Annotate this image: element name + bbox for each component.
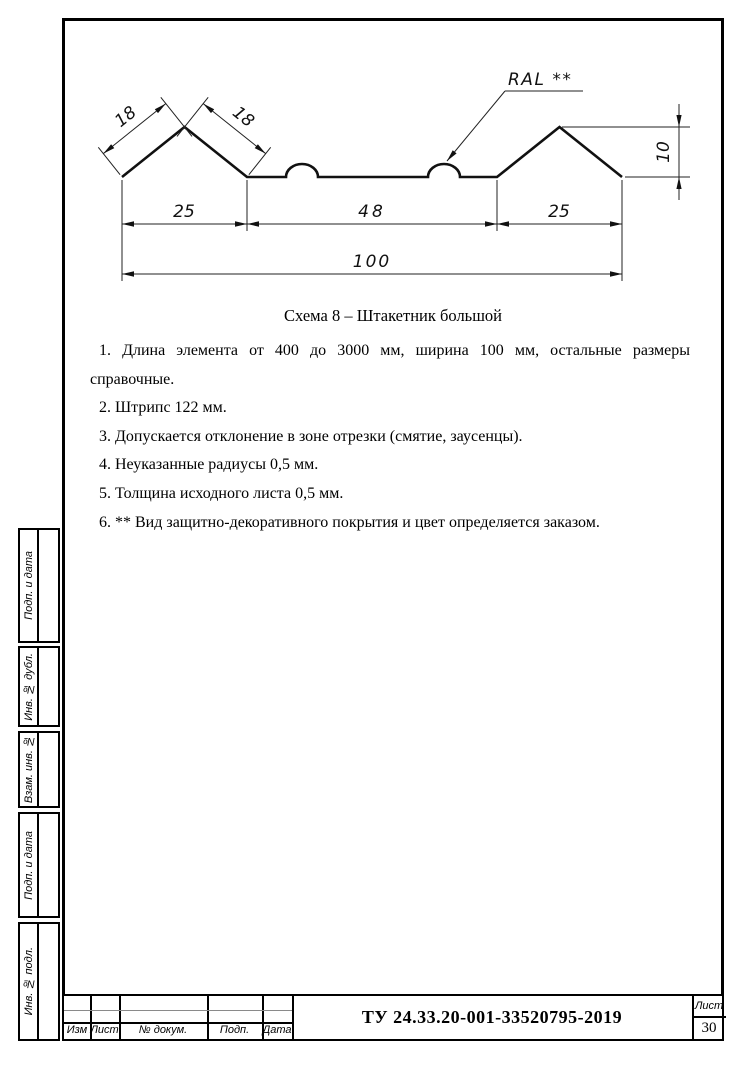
col-header-dokum: № докум. xyxy=(138,1024,188,1036)
sheet-label: Лист xyxy=(694,1000,724,1012)
sidebar-cell-value xyxy=(39,530,58,641)
dim-text-seg-right: 25 xyxy=(548,202,570,222)
title-block xyxy=(62,994,724,1041)
col-header-izm: Изм xyxy=(66,1024,88,1036)
dim-text-seg-left: 25 xyxy=(173,202,195,222)
ral-coating-label: RAL ** xyxy=(508,70,573,90)
sidebar-cell-inv-no-dubl xyxy=(18,646,60,727)
sidebar-label-text: Взам. инв. № xyxy=(22,735,35,804)
dimension-lines xyxy=(98,91,690,281)
sidebar-cell-value xyxy=(39,924,58,1039)
titleblock-row-line xyxy=(64,1010,292,1011)
note-line: 3. Допускается отклонение в зоне отрезки (смятие, заусенцы). xyxy=(99,427,523,445)
dimension-arrowheads xyxy=(103,104,681,277)
col-header-list: Лист xyxy=(90,1024,119,1036)
note-line: 6. ** Вид защитно-декоративного покрытия и цвет определяется заказом. xyxy=(99,513,600,531)
sidebar-label-text: Подп. и дата xyxy=(22,830,35,900)
sidebar-cell-label xyxy=(20,814,39,916)
sidebar-cell-podp-i-data-2 xyxy=(18,812,60,918)
dim-text-seg-mid: 48 xyxy=(358,202,386,222)
sidebar-cell-label xyxy=(20,733,39,806)
note-line: справочные. xyxy=(90,370,175,388)
sidebar-cell-value xyxy=(39,648,58,725)
dim-text-right-slope: 18 xyxy=(228,102,258,132)
sidebar-label-text: Подп. и дата xyxy=(22,551,35,620)
profile-outline xyxy=(122,127,622,177)
sidebar-cell-podp-i-data-1 xyxy=(18,528,60,643)
dim-text-total: 100 xyxy=(352,252,392,272)
note-line: 4. Неуказанные радиусы 0,5 мм. xyxy=(99,456,319,474)
sidebar-label-text: Инв. № дубл. xyxy=(22,652,35,721)
sidebar-cell-label xyxy=(20,530,39,641)
sidebar-label-text: Инв. № подл. xyxy=(22,947,35,1016)
dim-text-left-slope: 18 xyxy=(111,102,141,132)
sidebar-cell-label xyxy=(20,648,39,725)
sidebar-cell-inv-no-podl xyxy=(18,922,60,1041)
document-number: ТУ 24.33.20-001-33520795-2019 xyxy=(361,1007,623,1027)
notes-list xyxy=(90,337,690,537)
sidebar-cell-value xyxy=(39,733,58,806)
col-header-data: Дата xyxy=(262,1024,292,1036)
note-line: 5. Толщина исходного листа 0,5 мм. xyxy=(99,484,344,502)
dim-text-height: 10 xyxy=(654,141,674,163)
note-line: 1. Длина элемента от 400 до 3000 мм, ширина 100 мм, остальные размеры xyxy=(99,342,690,359)
col-header-podp: Подп. xyxy=(219,1024,250,1036)
profile-technical-drawing xyxy=(0,0,752,300)
figure-caption: Схема 8 – Штакетник большой xyxy=(284,306,502,325)
sidebar-cell-vzam-inv-no xyxy=(18,731,60,808)
sidebar-cell-label xyxy=(20,924,39,1039)
note-line: 2. Штрипс 122 мм. xyxy=(99,399,227,417)
sidebar-cell-value xyxy=(39,814,58,916)
sheet-number: 30 xyxy=(701,1020,717,1036)
